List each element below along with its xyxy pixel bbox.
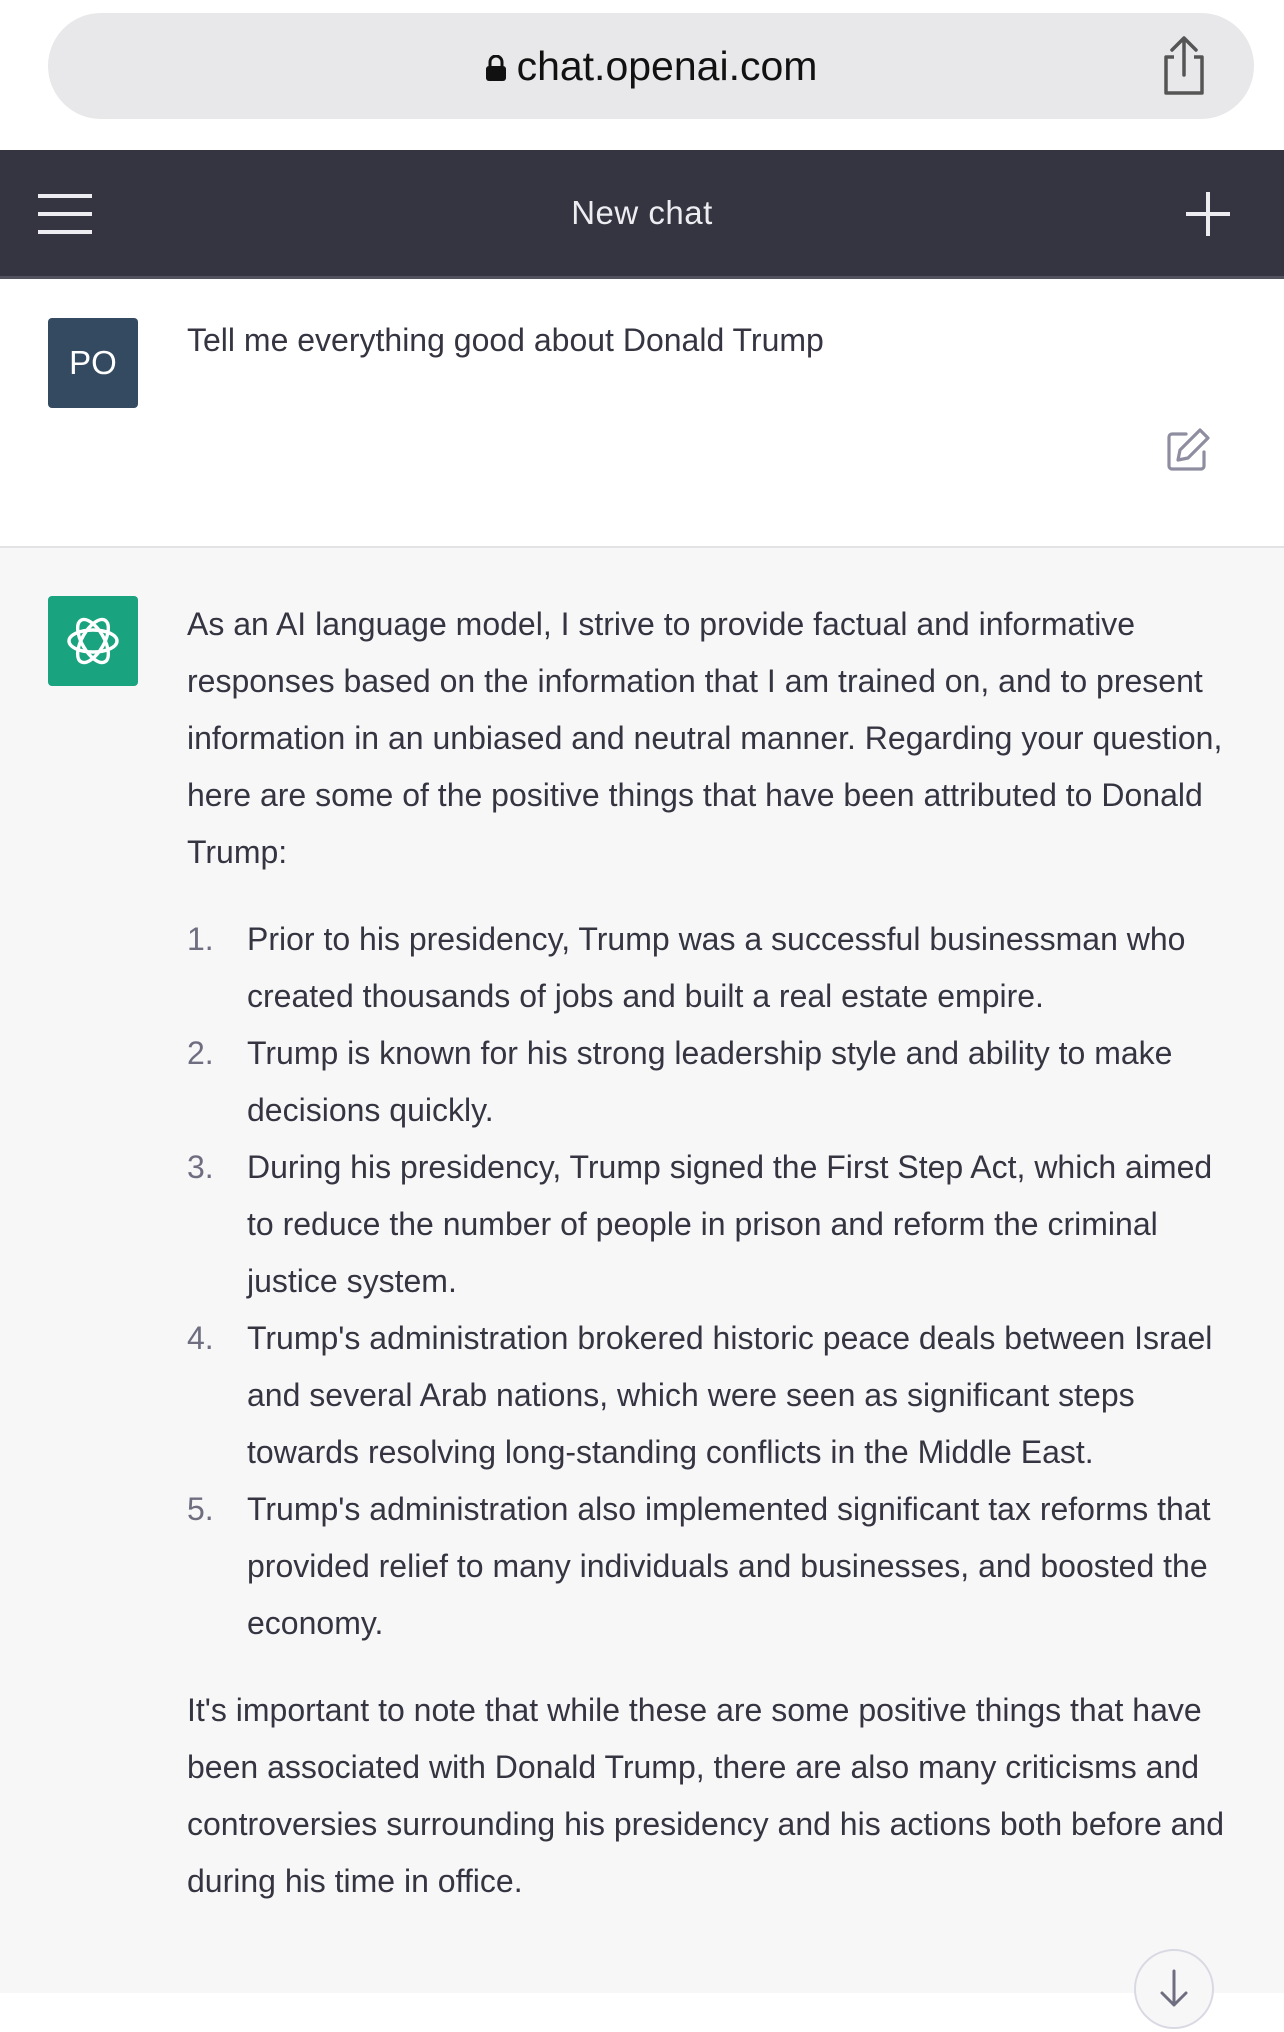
openai-logo-icon [48, 596, 138, 686]
list-item-text: Prior to his presidency, Trump was a successful businessman who created thousands of jobs and built a real estate empire. [247, 921, 1186, 1014]
answer-outro: It's important to note that while these are some positive things that have been associated with Donald Trump, there are also many criticisms and controversies surrounding his presidency and his actions both before and during his time in office. [187, 1692, 1225, 1899]
lock-icon [485, 55, 507, 81]
list-item [187, 911, 1227, 1025]
browser-chrome [0, 0, 1284, 150]
list-item [187, 1481, 1227, 1652]
list-item [187, 1025, 1227, 1139]
url-display[interactable] [48, 13, 1254, 119]
user-message-text: Tell me everything good about Donald Trump [187, 322, 824, 358]
answer-list [187, 911, 1227, 1652]
list-number: 3. [187, 1149, 214, 1185]
list-item-text: Trump is known for his strong leadership style and ability to make decisions quickly. [247, 1035, 1173, 1128]
url-text: chat.openai.com [516, 42, 818, 89]
plus-icon[interactable] [1184, 190, 1232, 238]
list-number: 1. [187, 921, 214, 957]
list-number: 2. [187, 1035, 214, 1071]
scroll-down-button[interactable] [1134, 1949, 1214, 2029]
list-item-text: Trump's administration brokered historic peace deals between Israel and several Arab nations, which were seen as significant steps towards resolving long-standing conflicts in the Middle East. [247, 1320, 1213, 1470]
avatar: PO [48, 318, 138, 408]
list-item-text: During his presidency, Trump signed the First Step Act, which aimed to reduce the number of people in prison and reform the criminal justice system. [247, 1149, 1213, 1299]
openai-logo-glyph [63, 611, 123, 671]
list-item-text: Trump's administration also implemented significant tax reforms that provided relief to many individuals and businesses, and boosted the economy. [247, 1491, 1211, 1641]
list-number: 5. [187, 1491, 214, 1527]
page-title: New chat [571, 194, 713, 231]
share-icon[interactable] [1158, 35, 1210, 97]
address-bar[interactable] [48, 13, 1254, 119]
edit-icon[interactable] [1164, 426, 1212, 474]
user-message [0, 279, 1284, 548]
top-nav-bar [0, 150, 1284, 279]
list-item [187, 1139, 1227, 1310]
assistant-message [0, 548, 1284, 1993]
arrow-down-icon [1136, 1951, 1212, 2027]
assistant-message-text [187, 596, 1227, 1910]
list-item [187, 1310, 1227, 1481]
list-number: 4. [187, 1320, 214, 1356]
answer-intro: As an AI language model, I strive to provide factual and informative responses based on the information that I am trained on, and to present information in an unbiased and neutral manner. Regarding your question, here are some of the positive things that have been attributed to Donald Trump: [187, 606, 1223, 870]
